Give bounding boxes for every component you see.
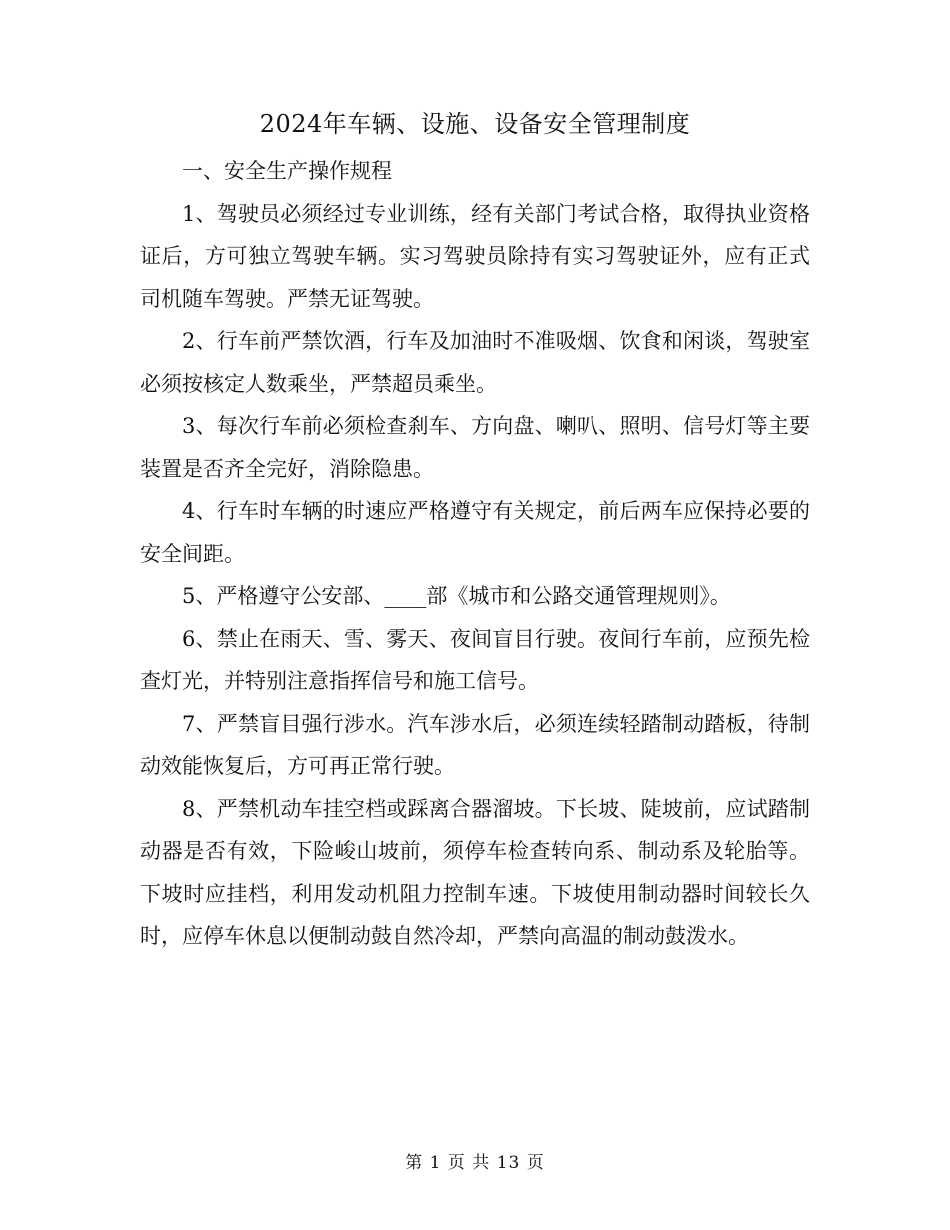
document-body xyxy=(140,150,810,958)
paragraph-3: 3、每次行车前必须检查刹车、方向盘、喇叭、照明、信号灯等主要装置是否齐全完好，消除隐患。 xyxy=(140,414,810,481)
paragraph-2: 2、行车前严禁饮酒，行车及加油时不准吸烟、饮食和闲谈，驾驶室必须按核定人数乘坐，严禁超员乘坐。 xyxy=(140,329,810,396)
paragraph-7: 7、严禁盲目强行涉水。汽车涉水后，必须连续轻踏制动踏板，待制动效能恢复后，方可再正常行驶。 xyxy=(140,711,810,778)
paragraph-8: 8、严禁机动车挂空档或踩离合器溜坡。下长坡、陡坡前，应试踏制动器是否有效，下险峻山坡前，须停车检查转向系、制动系及轮胎等。下坡时应挂档，利用发动机阻力控制车速。下坡使用制动器时间较长久时，应停车休息以便制动鼓自然冷却，严禁向高温的制动鼓泼水。 xyxy=(140,796,810,948)
paragraph-5: 5、严格遵守公安部、____部《城市和公路交通管理规则》。 xyxy=(182,584,731,608)
page-footer: 第 1 页 共 13 页 xyxy=(405,1153,545,1173)
paragraph-1: 1、驾驶员必须经过专业训练，经有关部门考试合格，取得执业资格证后，方可独立驾驶车辆。实习驾驶员除持有实习驾驶证外，应有正式司机随车驾驶。严禁无证驾驶。 xyxy=(140,201,810,311)
paragraph-4: 4、行车时车辆的时速应严格遵守有关规定，前后两车应保持必要的安全间距。 xyxy=(140,499,810,566)
section-heading: 一、安全生产操作规程 xyxy=(182,159,392,183)
paragraph-6: 6、禁止在雨天、雪、雾天、夜间盲目行驶。夜间行车前，应预先检查灯光，并特别注意指挥信号和施工信号。 xyxy=(140,626,810,693)
document-title: 2024年车辆、设施、设备安全管理制度 xyxy=(259,110,691,138)
